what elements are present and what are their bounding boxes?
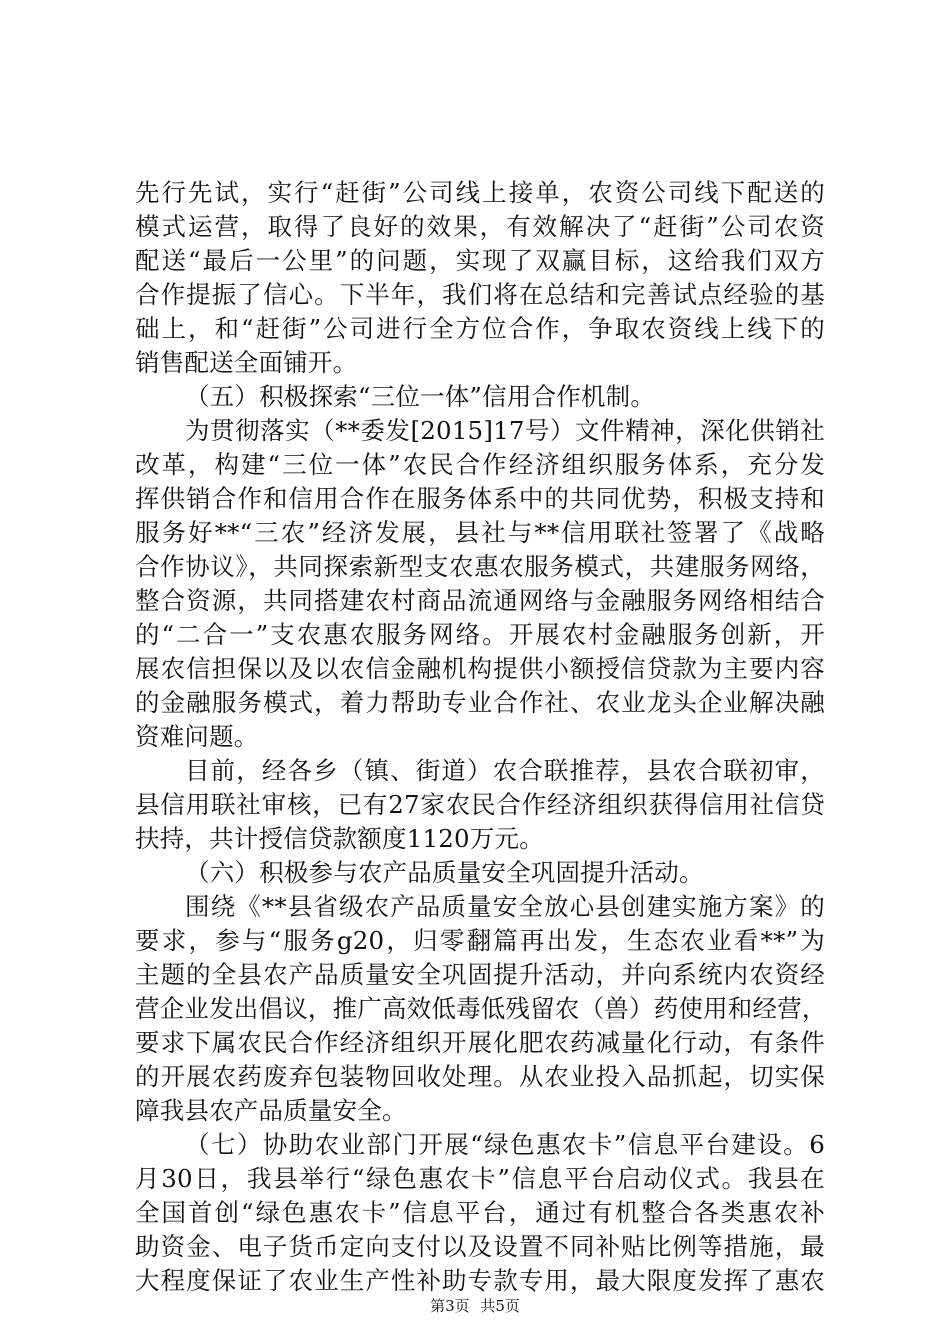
line-31: 全国首创“绿色惠农卡”信息平台，通过有机整合各类惠农补	[135, 1198, 825, 1227]
line-8: 为贯彻落实（**委发[2015]17号）文件精神，深化供销社	[185, 416, 825, 445]
line-6: 销售配送全面铺开。	[135, 348, 358, 377]
line-1: 先行先试，实行“赶街”公司线上接单，农资公司线下配送的	[135, 178, 825, 207]
line-20: 扶持，共计授信贷款额度1120万元。	[135, 824, 544, 853]
line-18: 目前，经各乡（镇、街道）农合联推荐，县农合联初审，	[185, 756, 825, 785]
line-26: 要求下属农民合作经济组织开展化肥农药减量化行动，有条件	[135, 1028, 825, 1057]
page-total: 共5页	[480, 1297, 520, 1315]
line-22: 围绕《**县省级农产品质量安全放心县创建实施方案》的	[185, 892, 825, 921]
line-14: 的“二合一”支农惠农服务网络。开展农村金融服务创新，开	[135, 620, 825, 649]
line-23: 要求，参与“服务g20，归零翻篇再出发，生态农业看**”为	[135, 926, 825, 955]
line-15: 展农信担保以及以农信金融机构提供小额授信贷款为主要内容	[135, 654, 825, 683]
line-11: 服务好**“三农”经济发展，县社与**信用联社签署了《战略	[135, 518, 825, 547]
line-17: 资难问题。	[135, 722, 259, 751]
page-number: 第3页	[430, 1297, 470, 1315]
line-10: 挥供销合作和信用合作在服务体系中的共同优势，积极支持和	[135, 484, 825, 513]
line-4: 合作提振了信心。下半年，我们将在总结和完善试点经验的基	[135, 280, 825, 309]
page-footer	[0, 1296, 950, 1316]
line-24: 主题的全县农产品质量安全巩固提升活动，并向系统内农资经	[135, 960, 825, 989]
line-16: 的金融服务模式，着力帮助专业合作社、农业龙头企业解决融	[135, 688, 825, 717]
section-heading-5: （五）积极探索“三位一体”信用合作机制。	[185, 382, 656, 411]
line-13: 整合资源，共同搭建农村商品流通网络与金融服务网络相结合	[135, 586, 825, 615]
line-30: 月30日，我县举行“绿色惠农卡”信息平台启动仪式。我县在	[135, 1164, 825, 1193]
line-25: 营企业发出倡议，推广高效低毒低残留农（兽）药使用和经营，	[135, 994, 827, 1023]
line-32: 助资金、电子货币定向支付以及设置不同补贴比例等措施，最	[135, 1232, 825, 1261]
line-3: 配送“最后一公里”的问题，实现了双赢目标，这给我们双方	[135, 246, 825, 275]
section-heading-7: （七）协助农业部门开展“绿色惠农卡”信息平台建设。6	[185, 1130, 825, 1159]
line-2: 模式运营，取得了良好的效果，有效解决了“赶街”公司农资	[135, 212, 825, 241]
line-27: 的开展农药废弃包装物回收处理。从农业投入品抓起，切实保	[135, 1062, 825, 1091]
line-19: 县信用联社审核，已有27家农民合作经济组织获得信用社信贷	[135, 790, 825, 819]
section-heading-6: （六）积极参与农产品质量安全巩固提升活动。	[185, 858, 704, 887]
line-12: 合作协议》，共同探索新型支农惠农服务模式，共建服务网络，	[135, 552, 825, 581]
line-5: 础上，和“赶街”公司进行全方位合作，争取农资线上线下的	[135, 314, 825, 343]
line-28: 障我县农产品质量安全。	[135, 1096, 407, 1125]
line-33: 大程度保证了农业生产性补助专款专用，最大限度发挥了惠农	[135, 1266, 825, 1295]
line-9: 改革，构建“三位一体”农民合作经济组织服务体系，充分发	[135, 450, 825, 479]
